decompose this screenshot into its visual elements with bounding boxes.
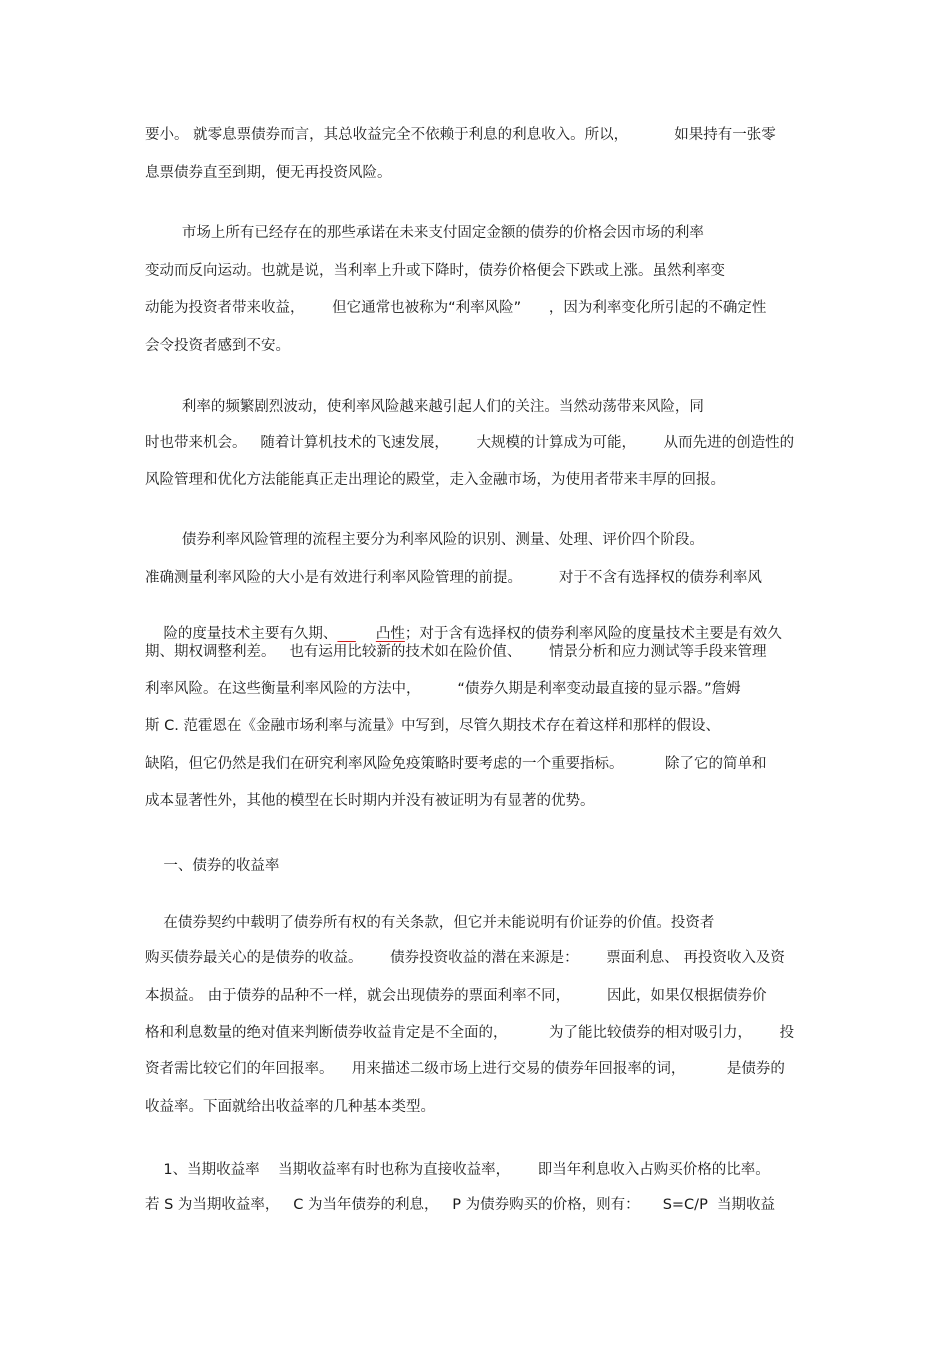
text-line: 斯 C. 范霍恩在《金融市场利率与流量》中写到，尽管久期技术存在着这样和那样的假设、: [145, 718, 720, 734]
text-line: [145, 604, 782, 642]
text-line: 若 S 为当期收益率， C 为当年债券的利息， P 为债券购买的价格，则有： S=C/P 当期收益: [145, 1197, 776, 1213]
text-line: 利率的频繁剧烈波动，使利率风险越来越引起人们的关注。当然动荡带来风险，同: [145, 399, 704, 415]
text-line: 本损益。 由于债券的品种不一样，就会出现债券的票面利率不同， 因此，如果仅根据债券价: [145, 988, 767, 1004]
text-line: 会令投资者感到不安。: [145, 338, 290, 354]
text-line: 缺陷，但它仍然是我们在研究利率风险免疫策略时要考虑的一个重要指标。 除了它的简单和: [145, 756, 767, 772]
underlined-term: 凸性: [375, 626, 405, 642]
text-line: 债券利率风险管理的流程主要分为利率风险的识别、测量、处理、评价四个阶段。: [145, 532, 704, 548]
text-line: 时也带来机会。 随着计算机技术的飞速发展， 大规模的计算成为可能， 从而先进的创造性的: [145, 435, 795, 451]
text-line: 期、期权调整利差。 也有运用比较新的技术如在险价值、 情景分析和应力测试等手段来管理: [145, 644, 767, 660]
underlined-gap: [337, 626, 355, 642]
text-segment: 险的度量技术主要有久期、: [163, 626, 338, 642]
text-line: 要小。 就零息票债券而言，其总收益完全不依赖于利息的利息收入。所以， 如果持有一张零: [145, 127, 776, 143]
text-line: 1、当期收益率 当期收益率有时也称为直接收益率， 即当年利息收入占购买价格的比率。: [145, 1162, 770, 1178]
text-line: 市场上所有已经存在的那些承诺在未来支付固定金额的债券的价格会因市场的利率: [145, 225, 704, 241]
text-line: 收益率。下面就给出收益率的几种基本类型。: [145, 1099, 435, 1115]
text-line: 利率风险。在这些衡量利率风险的方法中， “债券久期是利率变动最直接的显示器。”詹姆: [145, 681, 741, 697]
text-line: 格和利息数量的绝对值来判断债券收益肯定是不全面的， 为了能比较债券的相对吸引力， 投: [145, 1025, 795, 1041]
text-line: 成本显著性外，其他的模型在长时期内并没有被证明为有显著的优势。: [145, 793, 595, 809]
text-segment: ；对于含有选择权的债券利率风险的度量技术主要是有效久: [404, 626, 782, 642]
text-line: 资者需比较它们的年回报率。 用来描述二级市场上进行交易的债券年回报率的词， 是债券的: [145, 1061, 785, 1077]
text-line: 在债券契约中载明了债券所有权的有关条款，但它并未能说明有价证券的价值。投资者: [145, 915, 715, 931]
text-line: 动能为投资者带来收益， 但它通常也被称为“利率风险” ，因为利率变化所引起的不确定性: [145, 300, 767, 316]
text-line: 购买债券最关心的是债券的收益。 债券投资收益的潜在来源是： 票面利息、 再投资收入及资: [145, 950, 785, 966]
section-heading: 一、债券的收益率: [145, 858, 280, 874]
text-line: 准确测量利率风险的大小是有效进行利率风险管理的前提。 对于不含有选择权的债券利率风: [145, 570, 762, 586]
text-line: 风险管理和优化方法能能真正走出理论的殿堂，走入金融市场，为使用者带来丰厚的回报。: [145, 472, 725, 488]
text-line: 变动而反向运动。也就是说，当利率上升或下降时，债券价格便会下跌或上涨。虽然利率变: [145, 263, 725, 279]
text-line: 息票债券直至到期，便无再投资风险。: [145, 165, 392, 181]
